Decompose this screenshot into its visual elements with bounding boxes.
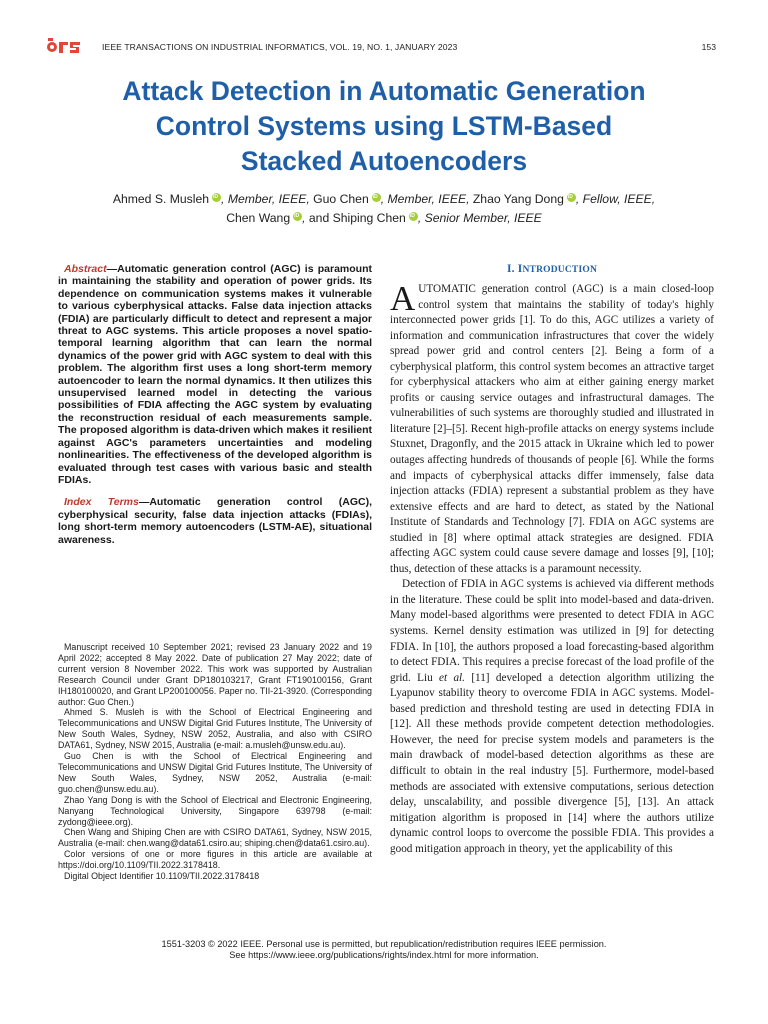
title-line: Stacked Autoencoders [240, 146, 528, 176]
author-role: , Fellow, IEEE, [575, 192, 656, 206]
section-heading-introduction [390, 263, 714, 275]
left-column [58, 263, 372, 546]
copyright-line: 1551-3203 © 2022 IEEE. Personal use is permitted, but republication/redistribution requires IEEE permission. [161, 939, 607, 949]
author-name: Guo Chen [309, 192, 369, 206]
right-column [390, 263, 714, 857]
author-list [40, 190, 728, 228]
author-name: Ahmed S. Musleh [112, 192, 210, 206]
index-terms-text: —Automatic generation control (AGC), cyberphysical security, false data injection attacks (FDIAs), long short-term memory autoencoders (LSTM-AE), situational awareness. [58, 496, 372, 546]
orcid-icon[interactable] [567, 193, 576, 202]
abstract-label: Abstract [64, 263, 107, 275]
footnote: Guo Chen is with the School of Electrical Engineering and Telecommunications and UNSW Digital Grid Futures Institute, The University of New South Wales, Sydney, NSW 2052, Australia (e-mail: guo.chen@unsw.edu.au). [58, 751, 372, 794]
paragraph-text: [11] developed a detection algorithm utilizing the Lyapunov stability theory to overcome FDIA in AGC systems. Model-based prediction and threshold testing are used in detecting FDIA in [12]. All these methods provide competent detection methodologies. However, the need for precise system models and parameters is the main drawback of model-based detection algorithms as these are difficult to obtain in the real industry [5]. Furthermore, model-based methods are associated with extensive computations, serious detection delay, unscalability, and possible divergence [5], [13]. An attack mitigation algorithm is proposed in [14] where the authors utilize dynamic control loops to overcome the possible FDIA. This provides a good mitigation approach in theory, yet the applicability of this [390, 671, 714, 855]
title-line: Control Systems using LSTM-Based [155, 111, 613, 141]
author-role: , Member, IEEE, [380, 192, 470, 206]
orcid-icon[interactable] [293, 212, 302, 221]
author-line [40, 190, 728, 209]
paragraph-text: UTOMATIC generation control (AGC) is a main closed-loop control system that maintains the stability of today's highly interconnected power grids [1]. To do this, AGC utilizes a variety of information and communication infrastructures that cover the widely spread power grid and control centers [2]. Being a form of a cyberphysical platform, this control system becomes an attractive target for cyberphysical attackers who aim at either gaining energy market profits or causing service outages and infrastructural damages. The vulnerabilities of such systems are thoroughly studied and illustrated in literature [2]–[5]. Recent high-profile attacks on energy systems include Stuxnet, Dragonfly, and the 2015 attack in Ukraine which led to power outages affecting hundreds of thousands of people [6]. While the forms and impacts of cyberphysical attacks differ immensely, false data injection attacks (FDIA) represent a substantial problem as they have extensive effects and are hard to detect, as stated by the National Institute of Standards and Technology [7]. FDIA on AGC systems are studied in [8] where optimal attack strategies are designed. FDIA affecting AGC system could cause severe damage and losses [9], [10]; thus, detection of these attacks is a paramount necessity. [390, 283, 714, 575]
author-role: , Member, IEEE, [221, 192, 310, 206]
index-terms [58, 496, 372, 546]
copyright-line: See https://www.ieee.org/publications/rights/index.html for more information. [229, 950, 539, 961]
paragraph [390, 577, 714, 857]
section-heading-rest: NTRODUCTION [522, 265, 598, 275]
abstract [58, 263, 372, 486]
orcid-icon[interactable] [212, 193, 221, 202]
footnote: Ahmed S. Musleh is with the School of Electrical Engineering and Telecommunications and UNSW Digital Grid Futures Institute, The University of New South Wales, Sydney, NSW 2052, Australia, and also with CSIRO DATA61, Sydney, NSW 2015, Australia (e-mail: a.musleh@unsw.edu.au). [58, 707, 372, 751]
author-name: Zhao Yang Dong [469, 192, 564, 206]
ies-logo-icon [46, 36, 88, 58]
footnote: Zhao Yang Dong is with the School of Electrical and Electronic Engineering, Nanyang Technological University, Singapore 639798 (e-mail: zydong@ieee.org). [58, 794, 372, 827]
drop-cap: A [390, 279, 416, 318]
journal-info: IEEE TRANSACTIONS ON INDUSTRIAL INFORMATICS, VOL. 19, NO. 1, JANUARY 2023 [102, 42, 458, 52]
author-role: , [302, 211, 306, 225]
footnotes [58, 642, 372, 882]
title-line: Attack Detection in Automatic Generation [122, 76, 646, 106]
orcid-icon[interactable] [372, 193, 381, 202]
section-heading-num: I. I [506, 263, 523, 275]
abstract-text: —Automatic generation control (AGC) is paramount in maintaining the stability and operation of power grids. Its dependence on communication systems makes it vulnerable to various cyberphysical attacks. False data injection attacks (FDIA) are particularly difficult to detect and represent a major threat to AGC systems. This article proposes a novel spatio-temporal learning algorithm that can learn the normal dynamics of the power grid with AGC system to deal with this problem. The algorithm first uses a long short-term memory autoencoder to learn the normal dynamics. It then utilizes this unsupervised learned model in detecting the various possibilities of FDIA affecting the AGC system by evaluating the reconstruction residual of each measurements sample. The proposed algorithm is data-driven which makes it resilient against AGC's parameters uncertainties and modeling nonlinearities. The effectiveness of the developed algorithm is evaluated through test cases with various basic and stealth FDIAs. [58, 263, 372, 486]
footnote: Digital Object Identifier 10.1109/TII.2022.3178418 [64, 871, 260, 882]
author-role: , Senior Member, IEEE [417, 211, 542, 225]
copyright-notice [40, 939, 728, 961]
orcid-icon[interactable] [409, 212, 418, 221]
footnote: Chen Wang and Shiping Chen are with CSIRO DATA61, Sydney, NSW 2015, Australia (e-mail: chen.wang@data61.csiro.au; shiping.chen@data61.csiro.au). [58, 827, 372, 849]
author-name: Chen Wang [226, 211, 291, 225]
footnote: Color versions of one or more figures in this article are available at https://doi.org/10.1109/TII.2022.3178418. [58, 849, 372, 871]
introduction-body [390, 279, 714, 857]
footnote: Manuscript received 10 September 2021; revised 23 January 2022 and 19 April 2022; accepted 8 May 2022. Date of publication 27 May 2022; date of current version 8 November 2022. This work was supported by Australian Research Council under Grant DP180103217, Grant FT190100156, Grant IH180100020, and Grant LP200100056. Paper no. TII-21-3920. (Corresponding author: Guo Chen.) [58, 642, 372, 707]
author-line [40, 209, 728, 228]
index-terms-label: Index Terms [64, 496, 139, 509]
paper-title [60, 74, 708, 179]
et-al: et al. [439, 671, 465, 684]
paragraph-text: Detection of FDIA in AGC systems is achieved via different methods in the literature. These could be split into model-based and data-driven. Many model-based algorithms were presented to detect FDIA in AGC systems. Kernel density estimation was utilized in [9] for detecting FDIA. In [10], the authors proposed a load forecasting-based algorithm to detect FDIA. This requires a precise forecast of the load profile of the grid. Liu [390, 578, 714, 684]
author-name: and Shiping Chen [305, 211, 406, 225]
page-number: 153 [701, 42, 716, 52]
page-header [46, 38, 716, 58]
paragraph [390, 279, 714, 577]
